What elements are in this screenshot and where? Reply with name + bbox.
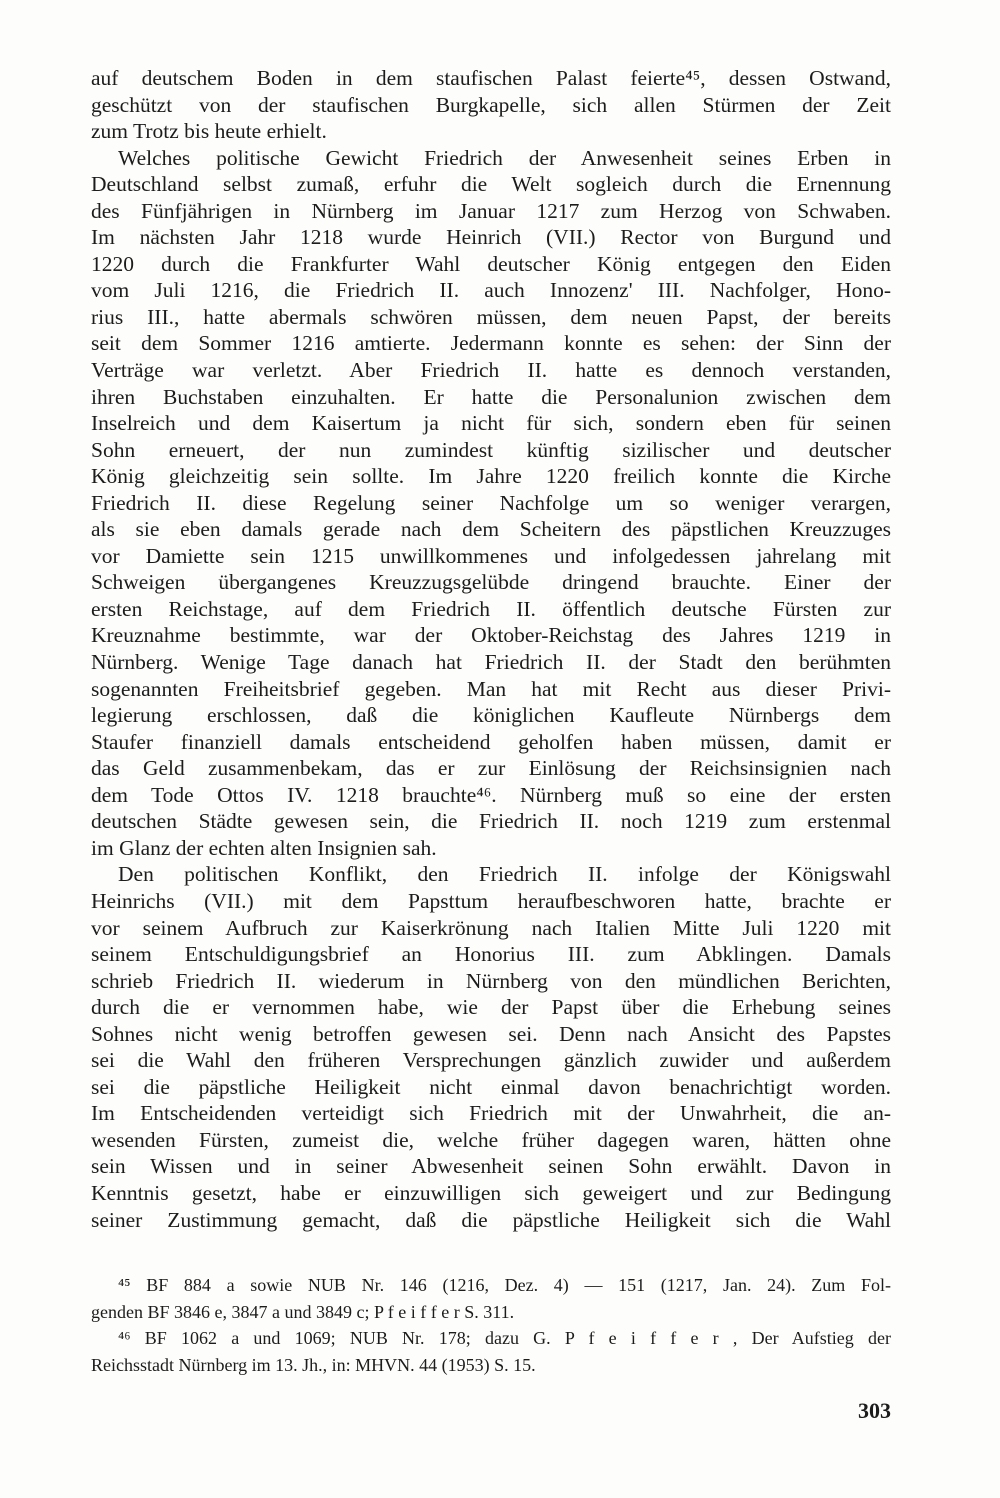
text-line: Kenntnis gesetzt, habe er einzuwilligen sich geweigert und zur Bedingung	[91, 1180, 891, 1205]
text-line: sei die Wahl den früheren Versprechungen gänzlich zuwider und außerdem	[91, 1048, 891, 1073]
text-line: Schweigen übergangenes Kreuzzugsgelübde dringend brauchte. Einer der	[91, 570, 891, 595]
footnote-45-line: genden BF 3846 e, 3847 a und 3849 c; P f e i f f e r S. 311.	[91, 1301, 515, 1322]
text-line: dem Tode Ottos IV. 1218 brauchte⁴⁶. Nürnberg muß so eine der ersten	[91, 782, 891, 807]
text-line: durch die er vernommen habe, wie der Papst über die Erhebung seines	[91, 995, 891, 1020]
text-line: Verträge war verletzt. Aber Friedrich II. hatte es dennoch verstanden,	[91, 358, 891, 383]
text-line: Heinrichs (VII.) mit dem Papsttum heraufbeschworen hatte, brachte er	[91, 888, 891, 913]
text-line: das Geld zusammenbekam, das er zur Einlösung der Reichsinsignien nach	[91, 756, 891, 781]
text-line: König gleichzeitig sein sollte. Im Jahre 1220 freilich konnte die Kirche	[91, 464, 891, 489]
text-line: des Fünfjährigen in Nürnberg im Januar 1217 zum Herzog von Schwaben.	[91, 198, 891, 223]
text-line: sogenannten Freiheitsbrief gegeben. Man hat mit Recht aus dieser Privi-	[91, 676, 891, 701]
text-line: seit dem Sommer 1216 amtierte. Jedermann konnte es sehen: der Sinn der	[91, 331, 891, 356]
text-line: Sohnes nicht wenig betroffen gewesen sei. Denn nach Ansicht des Papstes	[91, 1021, 891, 1046]
text-line: geschützt von der staufischen Burgkapelle, sich allen Stürmen der Zeit	[91, 92, 891, 117]
text-line: seinem Entschuldigungsbrief an Honorius III. zum Abklingen. Damals	[91, 942, 891, 967]
text-line: Im Entscheidenden verteidigt sich Friedrich mit der Unwahrheit, die an-	[91, 1101, 891, 1126]
text-line: schrieb Friedrich II. wiederum in Nürnberg von den mündlichen Berichten,	[91, 968, 891, 993]
text-line: Deutschland selbst zumaß, erfuhr die Welt sogleich durch die Ernennung	[91, 172, 891, 197]
text-line: deutschen Städte gewesen sein, die Friedrich II. noch 1219 zum erstenmal	[91, 809, 891, 834]
text-line: ersten Reichstage, auf dem Friedrich II. öffentlich deutsche Fürsten zur	[91, 596, 891, 621]
text-line: vor seinem Aufbruch zur Kaiserkrönung nach Italien Mitte Juli 1220 mit	[91, 915, 891, 940]
page-number: 303	[858, 1398, 891, 1423]
text-line: Nürnberg. Wenige Tage danach hat Friedrich II. der Stadt den berühmten	[91, 650, 891, 675]
footnote-46-line: Reichsstadt Nürnberg im 13. Jh., in: MHVN. 44 (1953) S. 15.	[91, 1354, 536, 1375]
text-line: ihren Buchstaben einzuhalten. Er hatte die Personalunion zwischen dem	[91, 384, 891, 409]
text-line: Inselreich und dem Kaisertum ja nicht für sich, sondern eben für seinen	[91, 411, 891, 436]
body-text	[91, 65, 891, 1233]
paragraph-start-line: Den politischen Konflikt, den Friedrich II. infolge der Königswahl	[118, 862, 891, 887]
text-line: Sohn erneuert, der nun zumindest künftig sizilischer und deutscher	[91, 437, 891, 462]
paragraph-start-line: Welches politische Gewicht Friedrich der Anwesenheit seines Erben in	[118, 145, 891, 170]
text-line: auf deutschem Boden in dem staufischen Palast feierte⁴⁵, dessen Ostwand,	[91, 66, 891, 90]
text-line: rius III., hatte abermals schwören müssen, dem neuen Papst, der bereits	[91, 304, 891, 329]
text-line: sei die päpstliche Heiligkeit nicht einmal davon benachrichtigt worden.	[91, 1074, 891, 1099]
text-line: wesenden Fürsten, zumeist die, welche früher dagegen waren, hätten ohne	[91, 1127, 891, 1152]
text-line: sein Wissen und in seiner Abwesenheit seinen Sohn erwählt. Davon in	[91, 1154, 891, 1179]
text-line: Im nächsten Jahr 1218 wurde Heinrich (VII.) Rector von Burgund und	[91, 225, 891, 250]
text-line: als sie eben damals gerade nach dem Scheitern des päpstlichen Kreuzzuges	[91, 517, 891, 542]
text-line: vor Damiette sein 1215 unwillkommenes und infolgedessen jahrelang mit	[91, 543, 891, 568]
footnote-45-line: ⁴⁵ BF 884 a sowie NUB Nr. 146 (1216, Dez. 4) — 151 (1217, Jan. 24). Zum Fol-	[118, 1275, 891, 1295]
text-line: zum Trotz bis heute erhielt.	[91, 119, 327, 144]
footnote-46-line: ⁴⁶ BF 1062 a und 1069; NUB Nr. 178; dazu G. P f e i f f e r , Der Aufstieg der	[118, 1328, 891, 1349]
text-line: 1220 durch die Frankfurter Wahl deutscher König entgegen den Eiden	[91, 251, 891, 276]
text-line: Friedrich II. diese Regelung seiner Nachfolge um so weniger verargen,	[91, 490, 891, 515]
text-line: im Glanz der echten alten Insignien sah.	[91, 835, 437, 860]
text-line: Kreuznahme bestimmte, war der Oktober-Reichstag des Jahres 1219 in	[91, 623, 891, 648]
text-line: legierung erschlossen, daß die königlichen Kaufleute Nürnbergs dem	[91, 703, 891, 728]
text-line: vom Juli 1216, die Friedrich II. auch Innozenz' III. Nachfolger, Hono-	[91, 278, 891, 303]
text-line: seiner Zustimmung gemacht, daß die päpstliche Heiligkeit sich die Wahl	[91, 1207, 891, 1232]
footnotes	[91, 1274, 891, 1380]
text-line: Staufer finanziell damals entscheidend geholfen haben müssen, damit er	[91, 729, 891, 754]
